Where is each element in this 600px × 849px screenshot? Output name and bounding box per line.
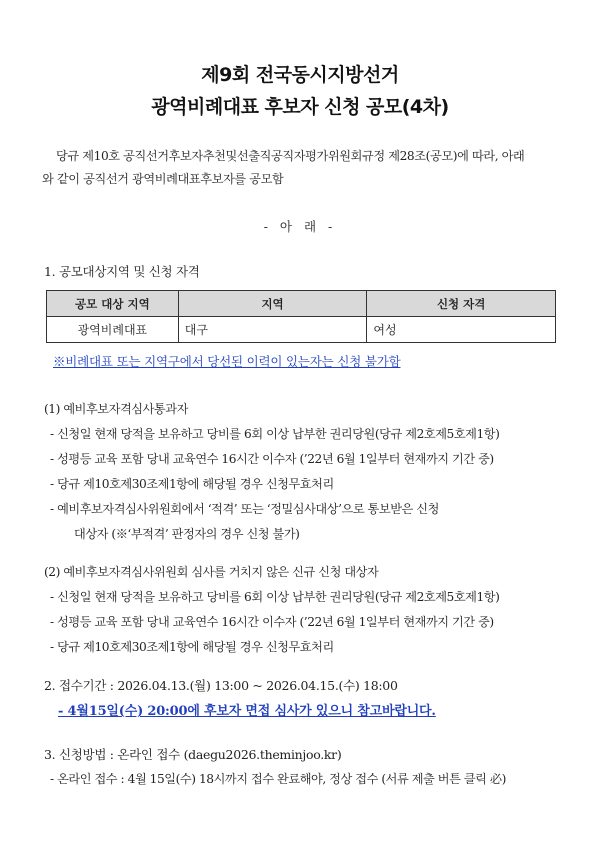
table-header-cell: 지역 (178, 291, 367, 317)
table-cell: 여성 (367, 317, 556, 343)
table-header-cell: 신청 자격 (367, 291, 556, 317)
section-3-title: 3. 신청방법 : 온라인 접수 (daegu2026.theminjoo.kr) (44, 747, 342, 762)
list-item: - 당규 제10호제30조제1항에 해당될 경우 신청무효처리 (50, 640, 334, 654)
list-item: - 신청일 현재 당적을 보유하고 당비를 6회 이상 납부한 권리당원(당규 제2호제5호제1항) (50, 590, 500, 604)
list-item-continuation: 대상자 (※‘부적격’ 판정자의 경우 신청 불가) (74, 527, 300, 541)
table-header-row (47, 291, 556, 317)
interview-notice: - 4월15일(수) 20:00에 후보자 면접 심사가 있으니 참고바랍니다. (58, 704, 436, 719)
page-title: 제9회 전국동시지방선거 (201, 64, 399, 86)
group-1-heading: (1) 예비후보자격심사통과자 (44, 402, 188, 416)
recruitment-table (46, 290, 556, 343)
table-header-cell: 공모 대상 지역 (47, 291, 179, 317)
list-item: - 당규 제10호제30조제1항에 해당될 경우 신청무효처리 (50, 477, 334, 491)
list-item: - 신청일 현재 당적을 보유하고 당비를 6회 이상 납부한 권리당원(당규 제2호제5호제1항) (50, 427, 500, 441)
section-2-title: 2. 접수기간 : 2026.04.13.(월) 13:00 ~ 2026.04.15.(수) 18:00 (44, 678, 398, 693)
list-item: - 예비후보자격심사위원회에서 ‘적격’ 또는 ‘정밀심사대상’으로 통보받은 신청 (50, 502, 439, 516)
list-item: - 성평등 교육 포함 당내 교육연수 16시간 이수자 (’22년 6월 1일부터 현재까지 기간 중) (50, 452, 494, 466)
table-cell: 대구 (178, 317, 367, 343)
group-2-heading: (2) 예비후보자격심사위원회 심사를 거치지 않은 신규 신청 대상자 (44, 565, 379, 579)
page-subtitle: 광역비례대표 후보자 신청 공모(4차) (151, 96, 449, 118)
section-1-title: 1. 공모대상지역 및 신청 자격 (44, 264, 200, 279)
list-item: - 성평등 교육 포함 당내 교육연수 16시간 이수자 (’22년 6월 1일부터 현재까지 기간 중) (50, 615, 494, 629)
intro-line-2: 와 같이 공직선거 광역비례대표후보자를 공모함 (42, 172, 284, 186)
intro-line-1: 당규 제10호 공직선거후보자추천및선출직공직자평가위원회규정 제28조(공모)에 따라, 아래 (56, 149, 525, 163)
table-row (47, 317, 556, 343)
table-cell: 광역비례대표 (47, 317, 179, 343)
ineligibility-note: ※비례대표 또는 지역구에서 당선된 이력이 있는자는 신청 불가함 (53, 354, 401, 369)
section-divider-ahrae: - 아 래 - (263, 219, 337, 234)
list-item: - 온라인 접수 : 4월 15일(수) 18시까지 접수 완료해야, 정상 접수 (서류 제출 버튼 클릭 必) (50, 772, 506, 786)
